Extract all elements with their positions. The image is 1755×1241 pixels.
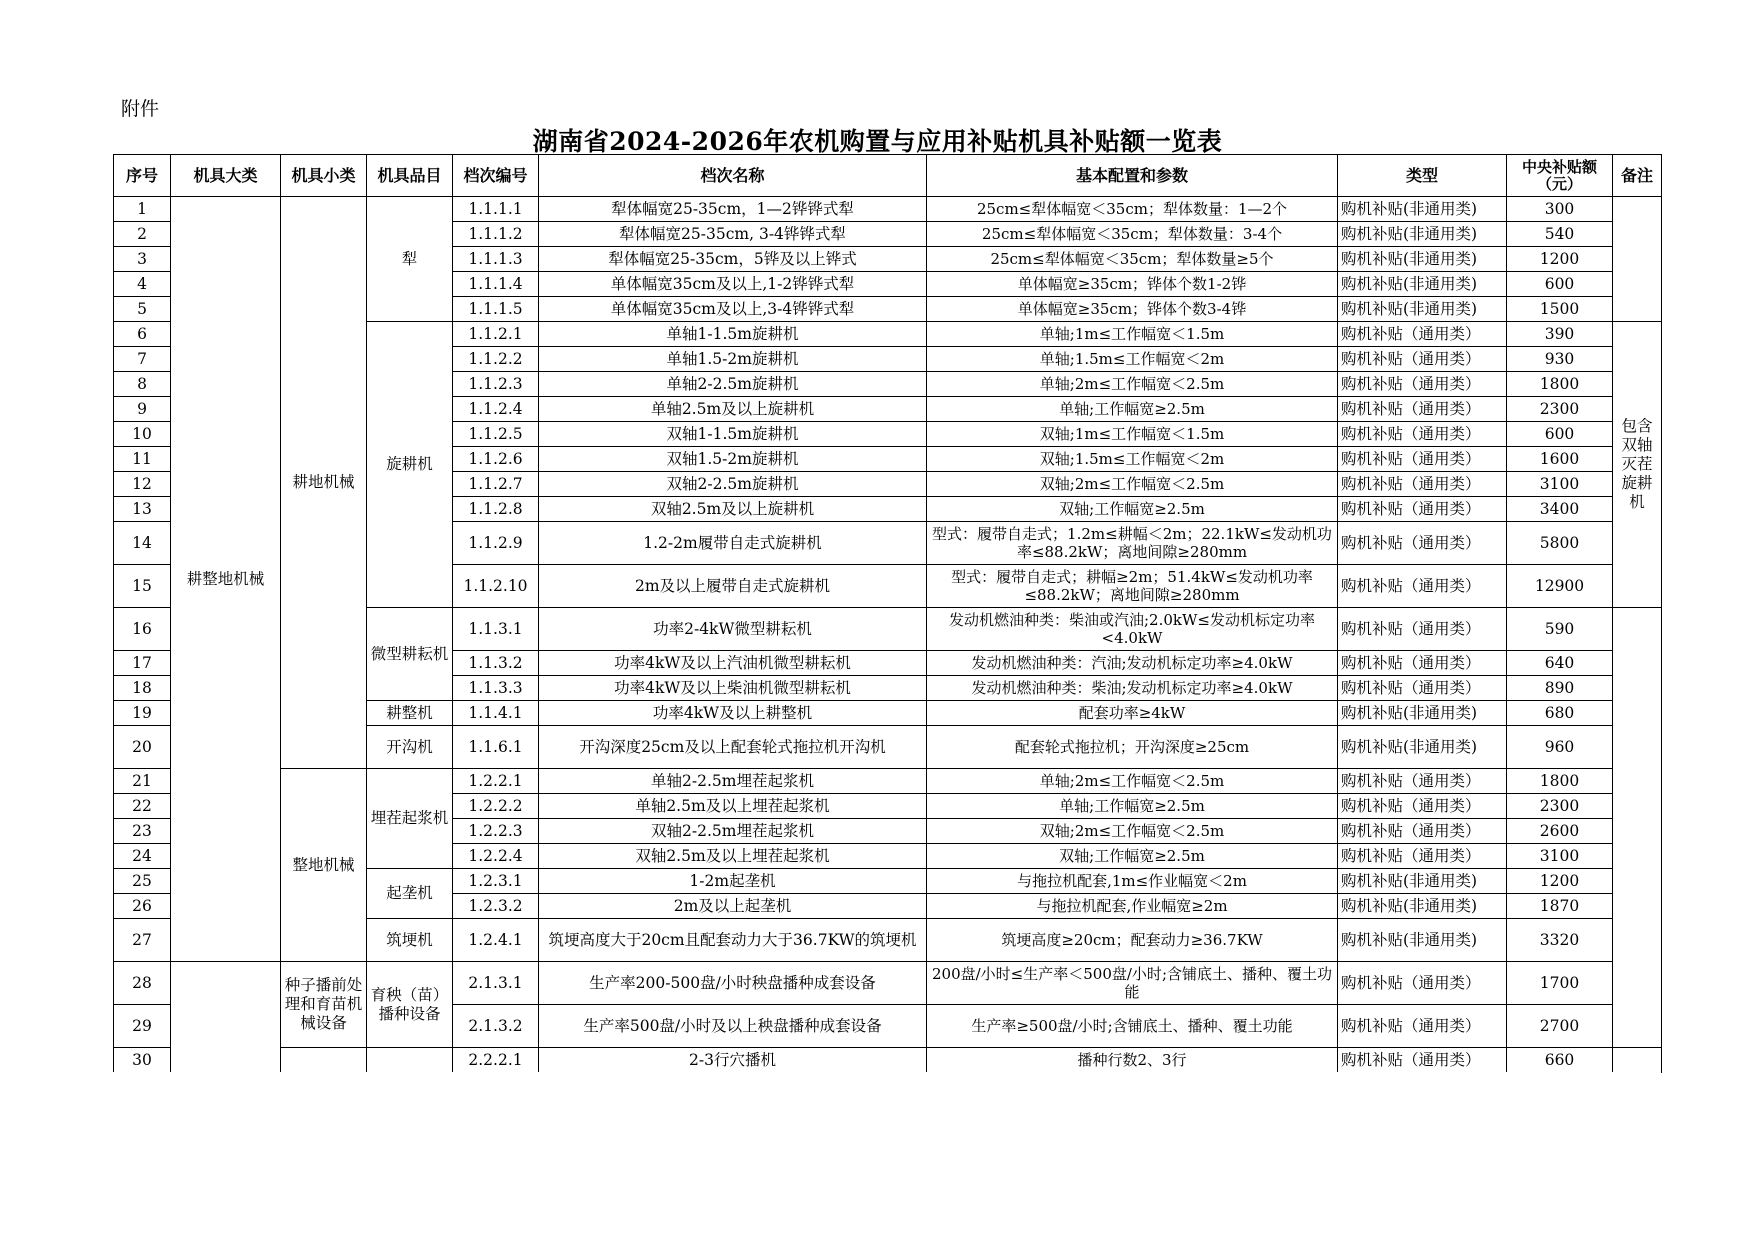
row-number-cell: 28 [114,962,171,1005]
grade-name-cell: 单体幅宽35cm及以上,3-4铧铧式犁 [539,297,927,322]
grade-name-cell: 犁体幅宽25-35cm，5铧及以上铧式 [539,247,927,272]
row-number-cell: 17 [114,651,171,676]
type-cell: 购机补贴（通用类） [1338,497,1507,522]
grade-name-cell: 2-3行穴播机 [539,1048,927,1073]
type-cell: 购机补贴（通用类） [1338,676,1507,701]
grade-name-cell: 犁体幅宽25-35cm，1—2铧铧式犁 [539,197,927,222]
row-number-cell: 11 [114,447,171,472]
grade-code-cell: 2.2.2.1 [453,1048,539,1073]
type-cell: 购机补贴(非通用类) [1338,894,1507,919]
remark-cell [1613,197,1662,322]
row-number-cell: 29 [114,1005,171,1048]
amount-cell: 890 [1507,676,1613,701]
grade-name-cell: 单轴2-2.5m旋耕机 [539,372,927,397]
subsidy-table [113,154,1662,1073]
grade-name-cell: 单轴2.5m及以上旋耕机 [539,397,927,422]
grade-name-cell: 1.2-2m履带自走式旋耕机 [539,522,927,565]
grade-code-cell: 1.1.2.9 [453,522,539,565]
grade-name-cell: 单体幅宽35cm及以上,1-2铧铧式犁 [539,272,927,297]
amount-cell: 1600 [1507,447,1613,472]
grade-name-cell: 2m及以上起垄机 [539,894,927,919]
type-cell: 购机补贴(非通用类) [1338,869,1507,894]
grade-name-cell: 单轴2.5m及以上埋茬起浆机 [539,794,927,819]
item-cell: 起垄机 [367,869,453,919]
item-cell: 埋茬起浆机 [367,769,453,869]
amount-cell: 960 [1507,726,1613,769]
grade-code-cell: 1.1.2.8 [453,497,539,522]
row-number-cell: 12 [114,472,171,497]
grade-code-cell: 1.1.3.2 [453,651,539,676]
row-number-cell: 20 [114,726,171,769]
type-cell: 购机补贴(非通用类) [1338,701,1507,726]
config-cell: 型式：履带自走式；1.2m≤耕幅＜2m；22.1kW≤发动机功率≤88.2kW；离地间隙≥280mm [927,522,1338,565]
row-number-cell: 9 [114,397,171,422]
grade-code-cell: 2.1.3.1 [453,962,539,1005]
config-cell: 双轴;2m≤工作幅宽＜2.5m [927,819,1338,844]
amount-cell: 590 [1507,608,1613,651]
type-cell: 购机补贴(非通用类) [1338,297,1507,322]
grade-code-cell: 1.1.2.7 [453,472,539,497]
type-cell: 购机补贴（通用类） [1338,397,1507,422]
type-cell: 购机补贴（通用类） [1338,1048,1507,1073]
amount-cell: 600 [1507,422,1613,447]
amount-cell: 660 [1507,1048,1613,1073]
type-cell: 购机补贴（通用类） [1338,1005,1507,1048]
remark-cell [1613,608,1662,1048]
config-cell: 200盘/小时≤生产率＜500盘/小时;含铺底土、播种、覆土功能 [927,962,1338,1005]
type-cell: 购机补贴（通用类） [1338,522,1507,565]
type-cell: 购机补贴(非通用类) [1338,726,1507,769]
type-cell: 购机补贴（通用类） [1338,794,1507,819]
grade-name-cell: 双轴2-2.5m埋茬起浆机 [539,819,927,844]
amount-cell: 1500 [1507,297,1613,322]
grade-name-cell: 双轴2.5m及以上埋茬起浆机 [539,844,927,869]
grade-code-cell: 1.2.2.4 [453,844,539,869]
type-cell: 购机补贴（通用类） [1338,565,1507,608]
amount-cell: 300 [1507,197,1613,222]
grade-code-cell: 1.2.3.2 [453,894,539,919]
grade-name-cell: 功率2-4kW微型耕耘机 [539,608,927,651]
config-cell: 播种行数2、3行 [927,1048,1338,1073]
config-cell: 单轴;1.5m≤工作幅宽＜2m [927,347,1338,372]
config-cell: 单体幅宽≥35cm；铧体个数3-4铧 [927,297,1338,322]
grade-code-cell: 1.1.2.6 [453,447,539,472]
row-number-cell: 23 [114,819,171,844]
grade-name-cell: 开沟深度25cm及以上配套轮式拖拉机开沟机 [539,726,927,769]
config-cell: 25cm≤犁体幅宽＜35cm；犁体数量：3-4个 [927,222,1338,247]
config-cell: 配套功率≥4kW [927,701,1338,726]
item-cell: 开沟机 [367,726,453,769]
row-number-cell: 15 [114,565,171,608]
grade-code-cell: 1.1.1.5 [453,297,539,322]
header-grade-name: 档次名称 [539,155,927,197]
amount-cell: 640 [1507,651,1613,676]
amount-cell: 3100 [1507,844,1613,869]
grade-name-cell: 1-2m起垄机 [539,869,927,894]
grade-name-cell: 单轴1.5-2m旋耕机 [539,347,927,372]
config-cell: 配套轮式拖拉机；开沟深度≥25cm [927,726,1338,769]
page-title: 湖南省2024-2026年农机购置与应用补贴机具补贴额一览表 [532,127,1223,156]
type-cell: 购机补贴（通用类） [1338,651,1507,676]
type-cell: 购机补贴（通用类） [1338,472,1507,497]
grade-code-cell: 1.1.6.1 [453,726,539,769]
grade-code-cell: 1.1.2.2 [453,347,539,372]
amount-cell: 540 [1507,222,1613,247]
config-cell: 发动机燃油种类：柴油或汽油;2.0kW≤发动机标定功率<4.0kW [927,608,1338,651]
grade-code-cell: 1.1.2.10 [453,565,539,608]
row-number-cell: 26 [114,894,171,919]
header-no: 序号 [114,155,171,197]
row-number-cell: 30 [114,1048,171,1073]
row-number-cell: 19 [114,701,171,726]
type-cell: 购机补贴（通用类） [1338,447,1507,472]
row-number-cell: 5 [114,297,171,322]
config-cell: 发动机燃油种类：柴油;发动机标定功率≥4.0kW [927,676,1338,701]
grade-code-cell: 1.2.2.2 [453,794,539,819]
grade-code-cell: 2.1.3.2 [453,1005,539,1048]
grade-name-cell: 双轴1.5-2m旋耕机 [539,447,927,472]
type-cell: 购机补贴（通用类） [1338,962,1507,1005]
row-number-cell: 16 [114,608,171,651]
row-number-cell: 10 [114,422,171,447]
item-cell: 耕整机 [367,701,453,726]
config-cell: 双轴;工作幅宽≥2.5m [927,844,1338,869]
amount-cell: 600 [1507,272,1613,297]
grade-code-cell: 1.1.2.3 [453,372,539,397]
amount-cell: 5800 [1507,522,1613,565]
row-number-cell: 24 [114,844,171,869]
row-number-cell: 14 [114,522,171,565]
header-amount: 中央补贴额（元） [1507,155,1613,197]
type-cell: 购机补贴(非通用类) [1338,222,1507,247]
grade-name-cell: 筑埂高度大于20cm且配套动力大于36.7KW的筑埂机 [539,919,927,962]
grade-code-cell: 1.1.3.1 [453,608,539,651]
grade-name-cell: 功率4kW及以上耕整机 [539,701,927,726]
grade-code-cell: 1.1.3.3 [453,676,539,701]
row-number-cell: 4 [114,272,171,297]
item-cell: 微型耕耘机 [367,608,453,701]
row-number-cell: 2 [114,222,171,247]
type-cell: 购机补贴（通用类） [1338,844,1507,869]
amount-cell: 3320 [1507,919,1613,962]
config-cell: 25cm≤犁体幅宽＜35cm；犁体数量≥5个 [927,247,1338,272]
config-cell: 双轴;2m≤工作幅宽＜2.5m [927,472,1338,497]
type-cell: 购机补贴（通用类） [1338,347,1507,372]
amount-cell: 1870 [1507,894,1613,919]
category-cell [171,962,281,1073]
amount-cell: 390 [1507,322,1613,347]
grade-name-cell: 功率4kW及以上汽油机微型耕耘机 [539,651,927,676]
grade-name-cell: 犁体幅宽25-35cm, 3-4铧铧式犁 [539,222,927,247]
header-subcategory: 机具小类 [281,155,367,197]
grade-name-cell: 单轴1-1.5m旋耕机 [539,322,927,347]
config-cell: 单轴;2m≤工作幅宽＜2.5m [927,372,1338,397]
config-cell: 单轴;2m≤工作幅宽＜2.5m [927,769,1338,794]
row-number-cell: 22 [114,794,171,819]
config-cell: 与拖拉机配套,作业幅宽≥2m [927,894,1338,919]
amount-cell: 2700 [1507,1005,1613,1048]
subcategory-cell: 整地机械 [281,769,367,962]
config-cell: 发动机燃油种类：汽油;发动机标定功率≥4.0kW [927,651,1338,676]
config-cell: 筑埂高度≥20cm；配套动力≥36.7KW [927,919,1338,962]
table-row [114,769,1662,794]
row-number-cell: 27 [114,919,171,962]
type-cell: 购机补贴（通用类） [1338,422,1507,447]
config-cell: 单轴;1m≤工作幅宽＜1.5m [927,322,1338,347]
amount-cell: 12900 [1507,565,1613,608]
grade-name-cell: 双轴1-1.5m旋耕机 [539,422,927,447]
row-number-cell: 21 [114,769,171,794]
type-cell: 购机补贴（通用类） [1338,608,1507,651]
amount-cell: 1200 [1507,869,1613,894]
amount-cell: 2300 [1507,397,1613,422]
item-cell: 筑埂机 [367,919,453,962]
remark-cell [1613,1048,1662,1073]
amount-cell: 680 [1507,701,1613,726]
category-cell: 耕整地机械 [171,197,281,962]
grade-name-cell: 双轴2-2.5m旋耕机 [539,472,927,497]
amount-cell: 3400 [1507,497,1613,522]
header-item: 机具品目 [367,155,453,197]
grade-code-cell: 1.2.4.1 [453,919,539,962]
table-header-row [114,155,1662,197]
item-cell: 育秧（苗）播种设备 [367,962,453,1048]
grade-name-cell: 2m及以上履带自走式旋耕机 [539,565,927,608]
config-cell: 生产率≥500盘/小时;含铺底土、播种、覆土功能 [927,1005,1338,1048]
header-remark: 备注 [1613,155,1662,197]
grade-code-cell: 1.1.1.1 [453,197,539,222]
row-number-cell: 18 [114,676,171,701]
grade-name-cell: 单轴2-2.5m埋茬起浆机 [539,769,927,794]
row-number-cell: 13 [114,497,171,522]
grade-code-cell: 1.1.1.3 [453,247,539,272]
row-number-cell: 1 [114,197,171,222]
config-cell: 单轴;工作幅宽≥2.5m [927,397,1338,422]
subcategory-cell: 耕地机械 [281,197,367,769]
header-grade-code: 档次编号 [453,155,539,197]
grade-code-cell: 1.2.3.1 [453,869,539,894]
amount-cell: 1200 [1507,247,1613,272]
config-cell: 与拖拉机配套,1m≤作业幅宽＜2m [927,869,1338,894]
remark-cell: 包含双轴灭茬旋耕机 [1613,322,1662,608]
grade-code-cell: 1.1.1.2 [453,222,539,247]
item-cell: 犁 [367,197,453,322]
grade-code-cell: 1.1.2.4 [453,397,539,422]
config-cell: 25cm≤犁体幅宽＜35cm；犁体数量：1—2个 [927,197,1338,222]
subcategory-cell [281,1048,367,1073]
item-cell [367,1048,453,1073]
subcategory-cell: 种子播前处理和育苗机械设备 [281,962,367,1048]
config-cell: 双轴;1.5m≤工作幅宽＜2m [927,447,1338,472]
header-category: 机具大类 [171,155,281,197]
type-cell: 购机补贴(非通用类) [1338,919,1507,962]
type-cell: 购机补贴（通用类） [1338,769,1507,794]
grade-name-cell: 功率4kW及以上柴油机微型耕耘机 [539,676,927,701]
amount-cell: 930 [1507,347,1613,372]
item-cell: 旋耕机 [367,322,453,608]
config-cell: 单体幅宽≥35cm；铧体个数1-2铧 [927,272,1338,297]
row-number-cell: 6 [114,322,171,347]
grade-name-cell: 双轴2.5m及以上旋耕机 [539,497,927,522]
grade-code-cell: 1.1.2.1 [453,322,539,347]
type-cell: 购机补贴（通用类） [1338,372,1507,397]
row-number-cell: 25 [114,869,171,894]
table-row [114,197,1662,222]
grade-code-cell: 1.2.2.3 [453,819,539,844]
config-cell: 单轴;工作幅宽≥2.5m [927,794,1338,819]
amount-cell: 2600 [1507,819,1613,844]
row-number-cell: 8 [114,372,171,397]
config-cell: 双轴;工作幅宽≥2.5m [927,497,1338,522]
grade-code-cell: 1.1.2.5 [453,422,539,447]
table-row [114,962,1662,1005]
config-cell: 型式：履带自走式；耕幅≥2m；51.4kW≤发动机功率≤88.2kW；离地间隙≥280mm [927,565,1338,608]
amount-cell: 2300 [1507,794,1613,819]
attachment-label: 附件 [121,98,160,120]
table-row [114,1048,1662,1073]
grade-code-cell: 1.1.1.4 [453,272,539,297]
amount-cell: 1800 [1507,372,1613,397]
type-cell: 购机补贴（通用类） [1338,322,1507,347]
header-config: 基本配置和参数 [927,155,1338,197]
amount-cell: 1800 [1507,769,1613,794]
config-cell: 双轴;1m≤工作幅宽＜1.5m [927,422,1338,447]
grade-code-cell: 1.2.2.1 [453,769,539,794]
amount-cell: 1700 [1507,962,1613,1005]
header-type: 类型 [1338,155,1507,197]
type-cell: 购机补贴（通用类） [1338,819,1507,844]
amount-cell: 3100 [1507,472,1613,497]
row-number-cell: 7 [114,347,171,372]
grade-name-cell: 生产率500盘/小时及以上秧盘播种成套设备 [539,1005,927,1048]
type-cell: 购机补贴(非通用类) [1338,197,1507,222]
row-number-cell: 3 [114,247,171,272]
grade-code-cell: 1.1.4.1 [453,701,539,726]
grade-name-cell: 生产率200-500盘/小时秧盘播种成套设备 [539,962,927,1005]
type-cell: 购机补贴(非通用类) [1338,247,1507,272]
type-cell: 购机补贴(非通用类) [1338,272,1507,297]
